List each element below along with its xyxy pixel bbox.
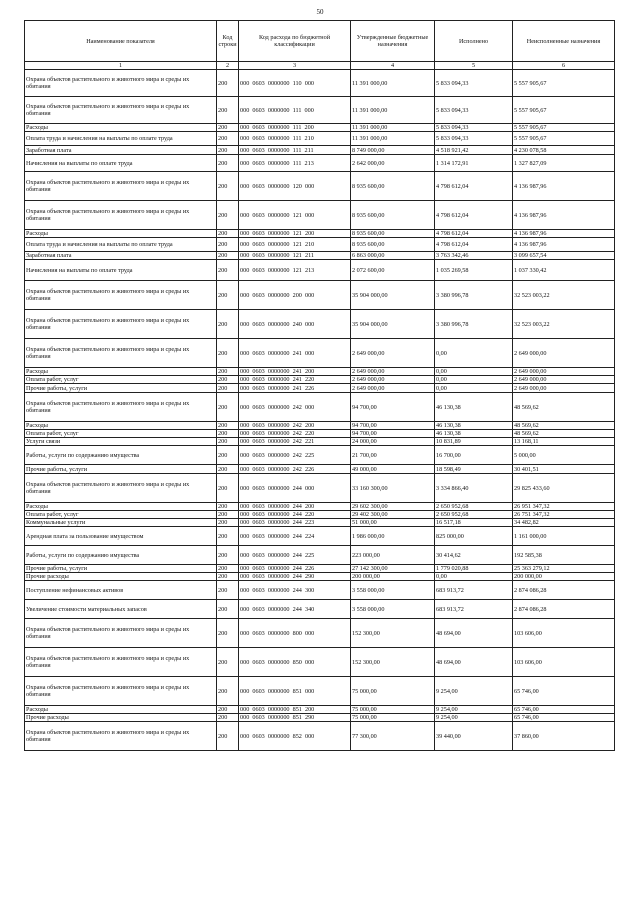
unexecuted-amount: 2 649 000,00 <box>513 339 615 368</box>
budget-code: 000 0603 0000000 200 000 <box>239 281 351 310</box>
approved-amount: 2 649 000,00 <box>351 368 435 376</box>
approved-amount: 152 300,00 <box>351 619 435 648</box>
table-row <box>25 565 615 573</box>
indicator-name: Охрана объектов растительного и животного мира и среды их обитания <box>25 201 217 230</box>
unexecuted-amount: 65 746,00 <box>513 706 615 714</box>
table-row <box>25 230 615 238</box>
unexecuted-amount: 2 649 000,00 <box>513 368 615 376</box>
budget-execution-table <box>24 20 615 751</box>
line-code: 200 <box>217 474 239 503</box>
line-code: 200 <box>217 438 239 446</box>
table-row <box>25 619 615 648</box>
budget-code: 000 0603 0000000 244 226 <box>239 565 351 573</box>
line-code: 200 <box>217 260 239 281</box>
page-number: 50 <box>316 8 324 16</box>
unexecuted-amount: 103 606,00 <box>513 619 615 648</box>
budget-code: 000 0603 0000000 241 200 <box>239 368 351 376</box>
approved-amount: 2 649 000,00 <box>351 376 435 384</box>
unexecuted-amount: 192 585,38 <box>513 546 615 565</box>
indicator-name: Оплата работ, услуг <box>25 511 217 519</box>
budget-code: 000 0603 0000000 244 220 <box>239 511 351 519</box>
unexecuted-amount: 29 825 433,60 <box>513 474 615 503</box>
approved-amount: 2 072 600,00 <box>351 260 435 281</box>
executed-amount: 9 254,00 <box>435 677 513 706</box>
budget-code: 000 0603 0000000 121 200 <box>239 230 351 238</box>
unexecuted-amount: 3 099 657,54 <box>513 252 615 260</box>
indicator-name: Прочие работы, услуги <box>25 384 217 393</box>
approved-amount: 49 000,00 <box>351 465 435 474</box>
table-row <box>25 238 615 252</box>
table-row <box>25 393 615 422</box>
line-code: 200 <box>217 581 239 600</box>
indicator-name: Заработная плата <box>25 146 217 155</box>
line-code: 200 <box>217 573 239 581</box>
indicator-name: Охрана объектов растительного и животного мира и среды их обитания <box>25 97 217 124</box>
line-code: 200 <box>217 714 239 722</box>
table-row <box>25 146 615 155</box>
unexecuted-amount: 65 746,00 <box>513 714 615 722</box>
budget-code: 000 0603 0000000 850 000 <box>239 648 351 677</box>
line-code: 200 <box>217 422 239 430</box>
indicator-name: Охрана объектов растительного и животного мира и среды их обитания <box>25 393 217 422</box>
unexecuted-amount: 2 874 086,28 <box>513 600 615 619</box>
table-row <box>25 132 615 146</box>
indicator-name: Охрана объектов растительного и животного мира и среды их обитания <box>25 172 217 201</box>
unexecuted-amount: 13 168,11 <box>513 438 615 446</box>
table-row <box>25 714 615 722</box>
approved-amount: 94 700,00 <box>351 393 435 422</box>
unexecuted-amount: 5 557 905,67 <box>513 97 615 124</box>
executed-amount: 3 763 342,46 <box>435 252 513 260</box>
unexecuted-amount: 5 557 905,67 <box>513 124 615 132</box>
indicator-name: Начисления на выплаты по оплате труда <box>25 155 217 172</box>
executed-amount: 1 314 172,91 <box>435 155 513 172</box>
indicator-name: Оплата труда и начисления на выплаты по оплате труда <box>25 132 217 146</box>
executed-amount: 4 798 612,04 <box>435 172 513 201</box>
executed-amount: 10 831,89 <box>435 438 513 446</box>
unexecuted-amount: 1 161 000,00 <box>513 527 615 546</box>
line-code: 200 <box>217 619 239 648</box>
budget-code: 000 0603 0000000 242 220 <box>239 430 351 438</box>
unexecuted-amount: 32 523 003,22 <box>513 281 615 310</box>
header-approved: Утвержденные бюджетные назначения <box>351 21 435 62</box>
unexecuted-amount: 30 401,51 <box>513 465 615 474</box>
budget-code: 000 0603 0000000 121 211 <box>239 252 351 260</box>
indicator-name: Коммунальные услуги <box>25 519 217 527</box>
approved-amount: 152 300,00 <box>351 648 435 677</box>
line-code: 200 <box>217 446 239 465</box>
approved-amount: 94 700,00 <box>351 430 435 438</box>
table-row <box>25 70 615 97</box>
budget-code: 000 0603 0000000 244 200 <box>239 503 351 511</box>
header-indicator-name: Наименование показателя <box>25 21 217 62</box>
indicator-name: Оплата труда и начисления на выплаты по оплате труда <box>25 238 217 252</box>
table-row <box>25 677 615 706</box>
executed-amount: 0,00 <box>435 573 513 581</box>
approved-amount: 6 863 000,00 <box>351 252 435 260</box>
indicator-name: Охрана объектов растительного и животного мира и среды их обитания <box>25 70 217 97</box>
approved-amount: 75 000,00 <box>351 714 435 722</box>
budget-code: 000 0603 0000000 851 000 <box>239 677 351 706</box>
budget-code: 000 0603 0000000 244 224 <box>239 527 351 546</box>
indicator-name: Заработная плата <box>25 252 217 260</box>
line-code: 200 <box>217 70 239 97</box>
line-code: 200 <box>217 706 239 714</box>
indicator-name: Работы, услуги по содержанию имущества <box>25 446 217 465</box>
column-number: 1 <box>25 62 217 70</box>
table-row <box>25 155 615 172</box>
line-code: 200 <box>217 146 239 155</box>
budget-code: 000 0603 0000000 111 200 <box>239 124 351 132</box>
line-code: 200 <box>217 519 239 527</box>
approved-amount: 75 000,00 <box>351 677 435 706</box>
approved-amount: 8 935 600,00 <box>351 201 435 230</box>
line-code: 200 <box>217 565 239 573</box>
line-code: 200 <box>217 648 239 677</box>
budget-code: 000 0603 0000000 242 226 <box>239 465 351 474</box>
unexecuted-amount: 25 363 279,12 <box>513 565 615 573</box>
unexecuted-amount: 103 606,00 <box>513 648 615 677</box>
header-line-code: Код строки <box>217 21 239 62</box>
executed-amount: 5 833 094,33 <box>435 97 513 124</box>
executed-amount: 1 779 020,88 <box>435 565 513 573</box>
header-budget-code: Код расхода по бюджетной классификации <box>239 21 351 62</box>
executed-amount: 2 650 952,68 <box>435 511 513 519</box>
approved-amount: 75 000,00 <box>351 706 435 714</box>
table-row <box>25 422 615 430</box>
table-row <box>25 430 615 438</box>
approved-amount: 8 749 000,00 <box>351 146 435 155</box>
budget-code: 000 0603 0000000 241 000 <box>239 339 351 368</box>
budget-code: 000 0603 0000000 852 000 <box>239 722 351 751</box>
approved-amount: 2 649 000,00 <box>351 384 435 393</box>
indicator-name: Арендная плата за пользование имуществом <box>25 527 217 546</box>
unexecuted-amount: 5 557 905,67 <box>513 70 615 97</box>
indicator-name: Охрана объектов растительного и животного мира и среды их обитания <box>25 339 217 368</box>
unexecuted-amount: 48 569,62 <box>513 422 615 430</box>
column-number: 5 <box>435 62 513 70</box>
indicator-name: Охрана объектов растительного и животного мира и среды их обитания <box>25 281 217 310</box>
column-number: 6 <box>513 62 615 70</box>
indicator-name: Расходы <box>25 368 217 376</box>
table-row <box>25 260 615 281</box>
table-row <box>25 722 615 751</box>
unexecuted-amount: 65 746,00 <box>513 677 615 706</box>
unexecuted-amount: 48 569,62 <box>513 430 615 438</box>
line-code: 200 <box>217 511 239 519</box>
executed-amount: 825 000,00 <box>435 527 513 546</box>
budget-code: 000 0603 0000000 242 225 <box>239 446 351 465</box>
indicator-name: Поступление нефинансовых активов <box>25 581 217 600</box>
line-code: 200 <box>217 546 239 565</box>
approved-amount: 8 935 600,00 <box>351 238 435 252</box>
table-row <box>25 600 615 619</box>
executed-amount: 4 518 921,42 <box>435 146 513 155</box>
indicator-name: Расходы <box>25 706 217 714</box>
indicator-name: Охрана объектов растительного и животного мира и среды их обитания <box>25 722 217 751</box>
line-code: 200 <box>217 722 239 751</box>
line-code: 200 <box>217 527 239 546</box>
budget-code: 000 0603 0000000 111 000 <box>239 97 351 124</box>
budget-code: 000 0603 0000000 244 223 <box>239 519 351 527</box>
indicator-name: Увеличение стоимости материальных запасов <box>25 600 217 619</box>
table-row <box>25 376 615 384</box>
approved-amount: 51 000,00 <box>351 519 435 527</box>
indicator-name: Оплата работ, услуг <box>25 430 217 438</box>
executed-amount: 16 700,00 <box>435 446 513 465</box>
executed-amount: 0,00 <box>435 376 513 384</box>
budget-code: 000 0603 0000000 121 210 <box>239 238 351 252</box>
line-code: 200 <box>217 132 239 146</box>
table-row <box>25 527 615 546</box>
unexecuted-amount: 5 557 905,67 <box>513 132 615 146</box>
approved-amount: 21 700,00 <box>351 446 435 465</box>
budget-code: 000 0603 0000000 111 213 <box>239 155 351 172</box>
table-row <box>25 310 615 339</box>
approved-amount: 94 700,00 <box>351 422 435 430</box>
unexecuted-amount: 26 751 347,32 <box>513 511 615 519</box>
header-unexecuted: Неисполненные назначения <box>513 21 615 62</box>
indicator-name: Расходы <box>25 230 217 238</box>
budget-code: 000 0603 0000000 242 200 <box>239 422 351 430</box>
table-row <box>25 581 615 600</box>
budget-code: 000 0603 0000000 240 000 <box>239 310 351 339</box>
line-code: 200 <box>217 230 239 238</box>
executed-amount: 39 440,00 <box>435 722 513 751</box>
unexecuted-amount: 4 136 987,96 <box>513 172 615 201</box>
budget-code: 000 0603 0000000 121 000 <box>239 201 351 230</box>
budget-code: 000 0603 0000000 244 340 <box>239 600 351 619</box>
table-row <box>25 201 615 230</box>
unexecuted-amount: 37 860,00 <box>513 722 615 751</box>
approved-amount: 27 142 300,00 <box>351 565 435 573</box>
budget-code: 000 0603 0000000 851 290 <box>239 714 351 722</box>
indicator-name: Охрана объектов растительного и животного мира и среды их обитания <box>25 648 217 677</box>
executed-amount: 5 833 094,33 <box>435 124 513 132</box>
executed-amount: 5 833 094,33 <box>435 132 513 146</box>
approved-amount: 2 649 000,00 <box>351 339 435 368</box>
indicator-name: Прочие работы, услуги <box>25 565 217 573</box>
approved-amount: 11 391 000,00 <box>351 124 435 132</box>
executed-amount: 683 913,72 <box>435 600 513 619</box>
budget-code: 000 0603 0000000 800 000 <box>239 619 351 648</box>
budget-code: 000 0603 0000000 111 210 <box>239 132 351 146</box>
executed-amount: 3 334 866,40 <box>435 474 513 503</box>
table-body <box>25 70 615 751</box>
executed-amount: 46 130,38 <box>435 430 513 438</box>
unexecuted-amount: 4 136 987,96 <box>513 238 615 252</box>
unexecuted-amount: 4 136 987,96 <box>513 230 615 238</box>
indicator-name: Работы, услуги по содержанию имущества <box>25 546 217 565</box>
indicator-name: Оплата работ, услуг <box>25 376 217 384</box>
line-code: 200 <box>217 430 239 438</box>
executed-amount: 0,00 <box>435 368 513 376</box>
executed-amount: 46 130,38 <box>435 422 513 430</box>
executed-amount: 0,00 <box>435 384 513 393</box>
line-code: 200 <box>217 310 239 339</box>
table-row <box>25 465 615 474</box>
line-code: 200 <box>217 600 239 619</box>
budget-code: 000 0603 0000000 241 220 <box>239 376 351 384</box>
approved-amount: 33 160 300,00 <box>351 474 435 503</box>
table-row <box>25 97 615 124</box>
table-row <box>25 648 615 677</box>
line-code: 200 <box>217 201 239 230</box>
table-row <box>25 446 615 465</box>
table-row <box>25 519 615 527</box>
approved-amount: 223 000,00 <box>351 546 435 565</box>
table-row <box>25 546 615 565</box>
budget-code: 000 0603 0000000 241 226 <box>239 384 351 393</box>
budget-code: 000 0603 0000000 111 211 <box>239 146 351 155</box>
line-code: 200 <box>217 238 239 252</box>
line-code: 200 <box>217 252 239 260</box>
table-row <box>25 573 615 581</box>
table-row <box>25 438 615 446</box>
unexecuted-amount: 5 000,00 <box>513 446 615 465</box>
table-row <box>25 172 615 201</box>
executed-amount: 18 598,49 <box>435 465 513 474</box>
approved-amount: 200 000,00 <box>351 573 435 581</box>
budget-code: 000 0603 0000000 242 221 <box>239 438 351 446</box>
line-code: 200 <box>217 172 239 201</box>
indicator-name: Расходы <box>25 124 217 132</box>
indicator-name: Прочие расходы <box>25 573 217 581</box>
approved-amount: 3 558 000,00 <box>351 600 435 619</box>
executed-amount: 9 254,00 <box>435 706 513 714</box>
unexecuted-amount: 34 482,82 <box>513 519 615 527</box>
budget-code: 000 0603 0000000 851 200 <box>239 706 351 714</box>
unexecuted-amount: 1 037 330,42 <box>513 260 615 281</box>
table-row <box>25 368 615 376</box>
table-row <box>25 339 615 368</box>
approved-amount: 35 904 000,00 <box>351 281 435 310</box>
approved-amount: 3 558 000,00 <box>351 581 435 600</box>
line-code: 200 <box>217 384 239 393</box>
table-row <box>25 706 615 714</box>
budget-code: 000 0603 0000000 121 213 <box>239 260 351 281</box>
executed-amount: 48 694,00 <box>435 619 513 648</box>
approved-amount: 8 935 600,00 <box>351 172 435 201</box>
budget-code: 000 0603 0000000 244 300 <box>239 581 351 600</box>
budget-code: 000 0603 0000000 244 225 <box>239 546 351 565</box>
line-code: 200 <box>217 339 239 368</box>
unexecuted-amount: 4 136 987,96 <box>513 201 615 230</box>
unexecuted-amount: 2 874 086,28 <box>513 581 615 600</box>
approved-amount: 11 391 000,00 <box>351 97 435 124</box>
executed-amount: 3 380 996,78 <box>435 281 513 310</box>
line-code: 200 <box>217 393 239 422</box>
executed-amount: 48 694,00 <box>435 648 513 677</box>
line-code: 200 <box>217 368 239 376</box>
unexecuted-amount: 26 951 347,32 <box>513 503 615 511</box>
executed-amount: 4 798 612,04 <box>435 230 513 238</box>
unexecuted-amount: 2 649 000,00 <box>513 376 615 384</box>
column-number: 3 <box>239 62 351 70</box>
approved-amount: 24 000,00 <box>351 438 435 446</box>
approved-amount: 77 300,00 <box>351 722 435 751</box>
budget-code: 000 0603 0000000 110 000 <box>239 70 351 97</box>
line-code: 200 <box>217 376 239 384</box>
approved-amount: 8 935 600,00 <box>351 230 435 238</box>
line-code: 200 <box>217 677 239 706</box>
indicator-name: Услуги связи <box>25 438 217 446</box>
table-row <box>25 384 615 393</box>
line-code: 200 <box>217 465 239 474</box>
table-row <box>25 124 615 132</box>
indicator-name: Охрана объектов растительного и животного мира и среды их обитания <box>25 310 217 339</box>
unexecuted-amount: 2 649 000,00 <box>513 384 615 393</box>
approved-amount: 29 402 300,00 <box>351 511 435 519</box>
table-row <box>25 252 615 260</box>
executed-amount: 16 517,18 <box>435 519 513 527</box>
line-code: 200 <box>217 503 239 511</box>
table-row <box>25 474 615 503</box>
table-row <box>25 503 615 511</box>
table-row <box>25 511 615 519</box>
indicator-name: Прочие расходы <box>25 714 217 722</box>
indicator-name: Расходы <box>25 422 217 430</box>
approved-amount: 11 391 000,00 <box>351 132 435 146</box>
budget-code: 000 0603 0000000 244 290 <box>239 573 351 581</box>
line-code: 200 <box>217 281 239 310</box>
executed-amount: 2 650 952,68 <box>435 503 513 511</box>
approved-amount: 1 986 000,00 <box>351 527 435 546</box>
executed-amount: 5 833 094,33 <box>435 70 513 97</box>
table-row <box>25 281 615 310</box>
indicator-name: Охрана объектов растительного и животного мира и среды их обитания <box>25 619 217 648</box>
line-code: 200 <box>217 124 239 132</box>
approved-amount: 35 904 000,00 <box>351 310 435 339</box>
column-number: 2 <box>217 62 239 70</box>
indicator-name: Прочие работы, услуги <box>25 465 217 474</box>
column-number: 4 <box>351 62 435 70</box>
budget-code: 000 0603 0000000 244 000 <box>239 474 351 503</box>
executed-amount: 3 380 996,78 <box>435 310 513 339</box>
executed-amount: 1 035 269,58 <box>435 260 513 281</box>
executed-amount: 9 254,00 <box>435 714 513 722</box>
approved-amount: 29 602 300,00 <box>351 503 435 511</box>
indicator-name: Охрана объектов растительного и животного мира и среды их обитания <box>25 474 217 503</box>
budget-code: 000 0603 0000000 242 000 <box>239 393 351 422</box>
indicator-name: Охрана объектов растительного и животного мира и среды их обитания <box>25 677 217 706</box>
executed-amount: 4 798 612,04 <box>435 238 513 252</box>
executed-amount: 683 913,72 <box>435 581 513 600</box>
unexecuted-amount: 48 569,62 <box>513 393 615 422</box>
executed-amount: 4 798 612,04 <box>435 201 513 230</box>
approved-amount: 11 391 000,00 <box>351 70 435 97</box>
approved-amount: 2 642 000,00 <box>351 155 435 172</box>
budget-code: 000 0603 0000000 120 000 <box>239 172 351 201</box>
line-code: 200 <box>217 155 239 172</box>
header-executed: Исполнено <box>435 21 513 62</box>
unexecuted-amount: 1 327 827,09 <box>513 155 615 172</box>
unexecuted-amount: 200 000,00 <box>513 573 615 581</box>
line-code: 200 <box>217 97 239 124</box>
indicator-name: Начисления на выплаты по оплате труда <box>25 260 217 281</box>
executed-amount: 0,00 <box>435 339 513 368</box>
unexecuted-amount: 32 523 003,22 <box>513 310 615 339</box>
executed-amount: 46 130,38 <box>435 393 513 422</box>
indicator-name: Расходы <box>25 503 217 511</box>
executed-amount: 30 414,62 <box>435 546 513 565</box>
unexecuted-amount: 4 230 078,58 <box>513 146 615 155</box>
